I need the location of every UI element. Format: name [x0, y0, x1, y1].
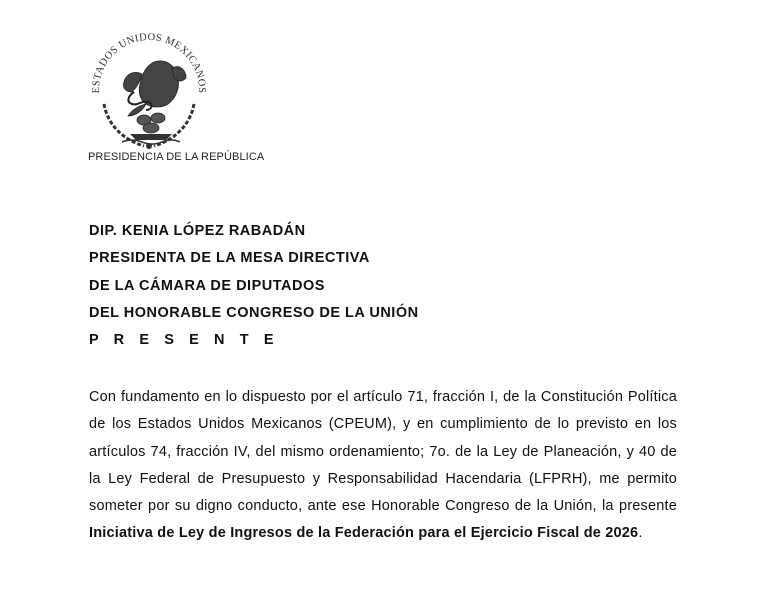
addressee-title: PRESIDENTA DE LA MESA DIRECTIVA	[89, 250, 370, 267]
addressee-block	[89, 221, 419, 357]
seal-text: ESTADOS UNIDOS MEXICANOS	[90, 31, 208, 94]
presente-line: P R E S E N T E	[89, 332, 280, 349]
body-text-main: Con fundamento en lo dispuesto por el artículo 71, fracción I, de la Constitución Política de los Estados Unidos Mexicanos (CPEUM), y en cumplimiento de lo previsto en los artículos 74, fracción IV, del mismo ordenamiento; 7o. de la Ley de Planeación, y 40 de la Ley Federal de Presupuesto y Responsabilidad Hacendaria (LFPRH), me permito someter por su digno conducto, ante ese Honorable Congreso de la Unión, la presente	[89, 389, 677, 515]
body-text-end: .	[638, 525, 643, 542]
addressee-name: DIP. KENIA LÓPEZ RABADÁN	[89, 223, 306, 239]
body-paragraph	[89, 384, 677, 548]
addressee-congress: DEL HONORABLE CONGRESO DE LA UNIÓN	[89, 304, 419, 321]
addressee-chamber: DE LA CÁMARA DE DIPUTADOS	[89, 277, 325, 294]
initiative-title: Iniciativa de Ley de Ingresos de la Federación para el Ejercicio Fiscal de 2026	[89, 525, 639, 542]
national-seal-logo	[82, 22, 216, 156]
presidency-label: PRESIDENCIA DE LA REPÚBLICA	[88, 151, 265, 163]
